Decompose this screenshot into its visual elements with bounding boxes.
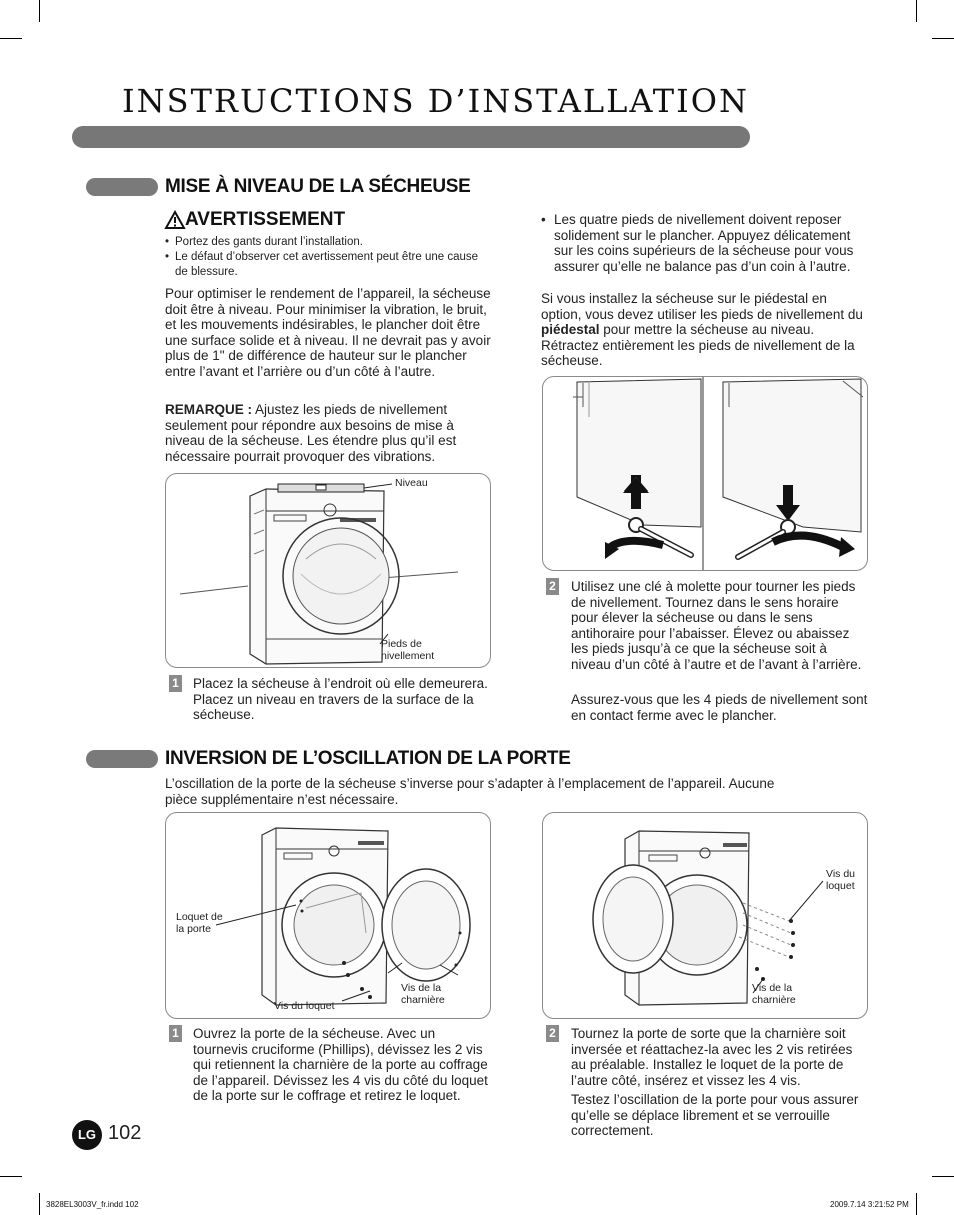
note-text: Ajustez les pieds de nivellement seulement pour répondre aux besoins de mise à niveau de la sécheuse. Les étendre plus qu’il est nécessaire pourrait provoquer des vibrations. <box>165 402 457 464</box>
step-text-secondary: Testez l’oscillation de la porte pour vous assurer qu’elle se déplace librement et se verrouille correctement. <box>571 1092 859 1138</box>
step-number: 2 <box>546 578 559 595</box>
leveling-intro: Pour optimiser le rendement de l’appareil, la sécheuse doit être à niveau. Pour minimiser la vibration, le bruit, et les mouvements indésirables, le plancher doit être une surface solide et à niveau. Il ne devrait pas y avoir plus de 1" de différence de hauteur sur le plancher entre l’avant et l’arrière ou d’un côté à l’autre. <box>165 286 491 379</box>
figure-wrench <box>542 376 868 571</box>
step-text: Ouvrez la porte de la sécheuse. Avec un tournevis cruciforme (Phillips), dévissez les 2 vis qui retiennent la charnière de la porte au coffrage de l’appareil. Dévissez les 4 vis du côté du loquet de la porte sur le coffrage et retirez le loquet. <box>193 1026 488 1103</box>
crop-mark <box>932 1176 954 1177</box>
title-bar <box>72 126 750 148</box>
label-leveling-feet: Pieds de nivellement <box>381 638 435 662</box>
wrench-illustration <box>543 377 867 570</box>
step-number: 1 <box>169 675 182 692</box>
step-text: Utilisez une clé à molette pour tourner les pieds de nivellement. Tournez dans le sens horaire pour élever la sécheuse ou dans le sens antihoraire pour l’abaisser. Élevez ou abaissez les pieds jusqu’à ce que la sécheuse soit à niveau d’un côté à l’autre et de l’avant à l’arrière. <box>571 579 862 672</box>
step-text: Placez la sécheuse à l’endroit où elle demeurera. Placez un niveau en travers de la surface de la sécheuse. <box>193 676 488 722</box>
step-text-secondary: Assurez-vous que les 4 pieds de nivellement sont en contact ferme avec le plancher. <box>571 692 868 723</box>
feet-bullet: • Les quatre pieds de nivellement doivent reposer solidement sur le plancher. Appuyez délicatement sur les coins supérieurs de la sécheuse pour vous assurer qu’elle ne balance pas d’un coin à l’autre. <box>541 212 871 274</box>
pedestal-note-post: pour mettre la sécheuse au niveau. Rétractez entièrement les pieds de nivellement de la sécheuse. <box>541 322 855 368</box>
crop-mark <box>932 38 954 39</box>
warning-icon <box>165 211 185 229</box>
crop-mark <box>916 0 917 22</box>
pedestal-note-bold: piédestal <box>541 322 600 337</box>
pedestal-note-pre: Si vous installez la sécheuse sur le piédestal en option, vous devez utiliser les pieds de nivellement du <box>541 291 863 322</box>
label-latch-screw: Vis du loquet <box>274 1000 335 1012</box>
label-level: Niveau <box>395 477 428 489</box>
door-reinstall-illustration <box>543 813 867 1018</box>
step-number: 2 <box>546 1025 559 1042</box>
section-heading-door: INVERSION DE L’OSCILLATION DE LA PORTE <box>165 748 571 769</box>
page-number: 102 <box>108 1122 142 1144</box>
step-number: 1 <box>169 1025 182 1042</box>
figure-door-reversed <box>542 812 868 1019</box>
warning-title: AVERTISSEMENT <box>185 209 346 230</box>
warning-block <box>165 209 345 231</box>
section-heading-leveling: MISE À NIVEAU DE LA SÉCHEUSE <box>165 176 471 197</box>
leveling-note <box>165 402 492 464</box>
crop-mark <box>916 1193 917 1215</box>
crop-mark <box>0 38 22 39</box>
warning-bullet: • Le défaut d’observer cet avertissement peut être une cause de blessure. <box>165 250 490 280</box>
figure-door-open <box>165 812 491 1019</box>
footer-timestamp: 2009.7.14 3:21:52 PM <box>830 1200 909 1209</box>
label-latch-screw: Vis du loquet <box>826 868 855 892</box>
note-label: REMARQUE : <box>165 402 252 417</box>
label-hinge-screw: Vis de la charnière <box>752 982 796 1006</box>
label-door-latch: Loquet de la porte <box>176 911 223 935</box>
section-marker <box>86 750 158 768</box>
lg-logo: LG <box>72 1120 102 1150</box>
step-text: Tournez la porte de sorte que la charnière soit inversée et réattachez-la avec les 2 vis retirées au préalable. Installez le loquet de la porte de l’autre côté, insérez et vissez les 4 vis. <box>571 1026 853 1088</box>
door-intro: L’oscillation de la porte de la sécheuse s’inverse pour s’adapter à l’emplacement de l’appareil. Aucune pièce supplémentaire n’est nécessaire. <box>165 776 775 807</box>
crop-mark <box>39 1193 40 1215</box>
page-title: INSTRUCTIONS D’INSTALLATION <box>122 82 749 120</box>
feet-bullet-list <box>541 212 871 274</box>
warning-list <box>165 235 490 280</box>
footer-file-name: 3828EL3003V_fr.indd 102 <box>46 1200 139 1209</box>
warning-bullet: • Portez des gants durant l’installation. <box>165 235 490 250</box>
crop-mark <box>0 1176 22 1177</box>
section-marker <box>86 178 158 196</box>
label-hinge-screw: Vis de la charnière <box>401 982 445 1006</box>
crop-mark <box>39 0 40 22</box>
figure-dryer-level <box>165 473 491 668</box>
pedestal-note <box>541 291 871 369</box>
